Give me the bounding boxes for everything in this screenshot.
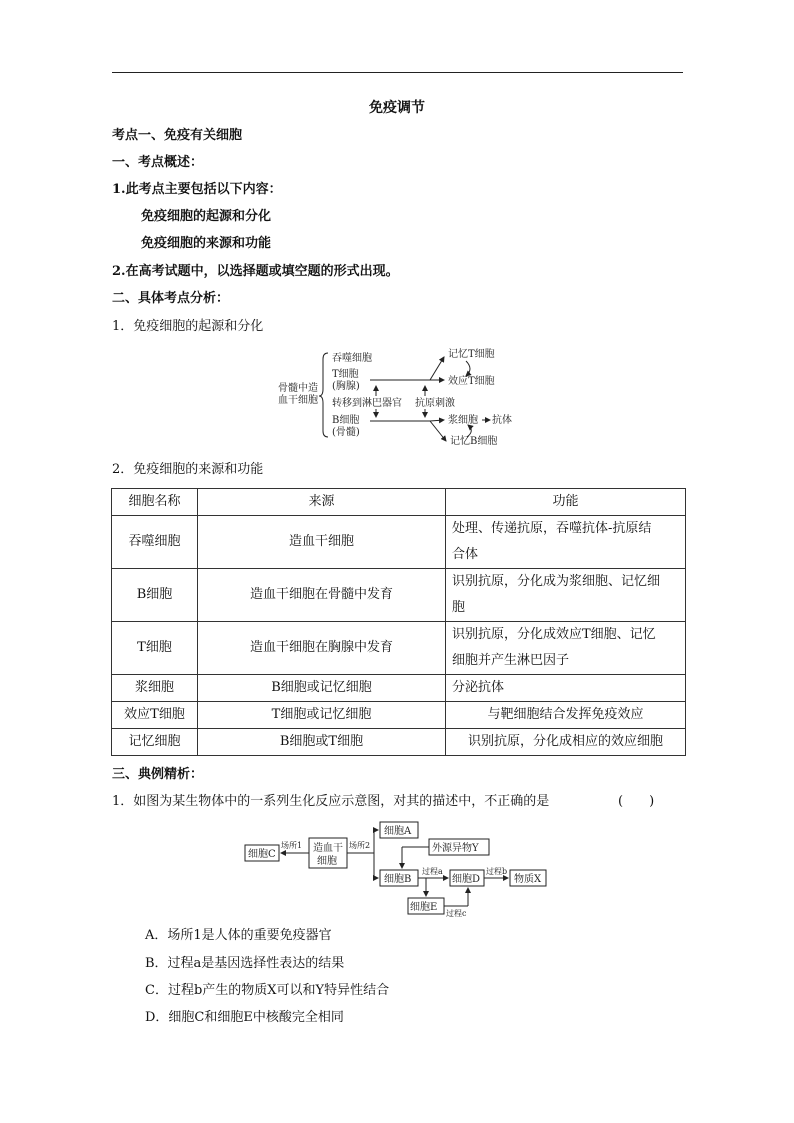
table-row xyxy=(112,516,686,569)
cell-source: 造血干细胞在骨髓中发育 xyxy=(198,569,446,622)
b-cell-site-label: (骨髓) xyxy=(332,427,360,438)
table-header-cell: 功能 xyxy=(446,489,686,516)
immune-cell-origin-diagram xyxy=(270,345,532,450)
overview-heading: 一、考点概述： xyxy=(112,155,204,170)
overview-sub-2: 免疫细胞的来源和功能 xyxy=(141,236,272,251)
table-row xyxy=(112,622,686,675)
immune-cell-table xyxy=(111,488,686,756)
process-c-label: 过程c xyxy=(446,909,467,918)
stem-label-line1: 造血干 xyxy=(313,843,343,854)
cell-name: 记忆细胞 xyxy=(112,729,198,756)
cell-function: 识别抗原，分化成效应T细胞、记忆 细胞并产生淋巴因子 xyxy=(446,622,686,675)
section-heading: 考点一、免疫有关细胞 xyxy=(112,128,243,143)
b-cell-label: B细胞 xyxy=(332,415,360,426)
cell-function: 识别抗原，分化成相应的效应细胞 xyxy=(446,729,686,756)
cell-name: T细胞 xyxy=(112,622,198,675)
cell-e-label: 细胞E xyxy=(410,902,438,913)
memory-t-label: 记忆T细胞 xyxy=(448,349,495,360)
substance-x-label: 物质X xyxy=(514,874,542,885)
cell-source: T细胞或记忆细胞 xyxy=(198,702,446,729)
reaction-flow-diagram xyxy=(244,820,554,918)
cell-b-label: 细胞B xyxy=(384,874,412,885)
memory-b-label: 记忆B细胞 xyxy=(450,436,498,447)
option-a: A．场所1是人体的重要免疫器官 xyxy=(145,928,332,943)
table-header-row xyxy=(112,489,686,516)
question-answer-blank: ( ) xyxy=(618,794,655,809)
site1-label: 场所1 xyxy=(281,841,303,850)
t-cell-label: T细胞 xyxy=(332,369,359,380)
cell-source: B细胞或记忆细胞 xyxy=(198,675,446,702)
cell-source: B细胞或T细胞 xyxy=(198,729,446,756)
table-row xyxy=(112,729,686,756)
plasma-label: 浆细胞 xyxy=(448,415,478,426)
source-label-line2: 血干细胞 xyxy=(278,395,318,406)
cell-c-label: 细胞C xyxy=(248,849,276,860)
page-title: 免疫调节 xyxy=(369,100,425,116)
antigen-label: 抗原刺激 xyxy=(415,398,455,409)
table-header-cell: 来源 xyxy=(198,489,446,516)
cell-function: 分泌抗体 xyxy=(446,675,686,702)
option-c: C．过程b产生的物质X可以和Y特异性结合 xyxy=(145,983,390,998)
overview-sub-1: 免疫细胞的起源和分化 xyxy=(141,209,272,224)
question-text: 1．如图为某生物体中的一系列生化反应示意图，对其的描述中，不正确的是 xyxy=(112,794,550,809)
analysis-heading: 二、具体考点分析： xyxy=(112,291,230,306)
foreign-y-label: 外源异物Y xyxy=(432,843,479,854)
analysis-item-1: 1．免疫细胞的起源和分化 xyxy=(112,319,264,334)
table-header-cell: 细胞名称 xyxy=(112,489,198,516)
header-rule xyxy=(112,72,683,73)
process-a-label: 过程a xyxy=(422,867,443,876)
site2-label: 场所2 xyxy=(349,841,371,850)
overview-item-2: 2.在高考试题中，以选择题或填空题的形式出现。 xyxy=(112,264,399,279)
effector-t-label: 效应T细胞 xyxy=(448,376,495,387)
option-b: B．过程a是基因选择性表达的结果 xyxy=(145,956,345,971)
phagocyte-label: 吞噬细胞 xyxy=(332,353,372,364)
cell-source: 造血干细胞在胸腺中发育 xyxy=(198,622,446,675)
stem-label-line2: 细胞 xyxy=(317,856,337,867)
analysis-item-2: 2．免疫细胞的来源和功能 xyxy=(112,462,264,477)
source-label-line1: 骨髓中造 xyxy=(278,383,318,394)
overview-item-1: 1.此考点主要包括以下内容： xyxy=(112,182,282,197)
cell-a-label: 细胞A xyxy=(384,826,412,837)
antibody-label: 抗体 xyxy=(492,415,512,426)
cell-function: 处理、传递抗原，吞噬抗体-抗原结 合体 xyxy=(446,516,686,569)
cell-function: 识别抗原，分化成为浆细胞、记忆细 胞 xyxy=(446,569,686,622)
t-cell-site-label: (胸腺) xyxy=(332,381,360,392)
table-row xyxy=(112,675,686,702)
cell-d-label: 细胞D xyxy=(452,874,481,885)
cell-source: 造血干细胞 xyxy=(198,516,446,569)
table-row xyxy=(112,702,686,729)
cell-name: 吞噬细胞 xyxy=(112,516,198,569)
table-row xyxy=(112,569,686,622)
cell-name: 浆细胞 xyxy=(112,675,198,702)
cell-name: B细胞 xyxy=(112,569,198,622)
migrate-label: 转移到淋巴器官 xyxy=(332,398,402,409)
option-d: D．细胞C和细胞E中核酸完全相同 xyxy=(145,1010,344,1025)
process-b-label: 过程b xyxy=(486,867,508,876)
cell-name: 效应T细胞 xyxy=(112,702,198,729)
cell-function: 与靶细胞结合发挥免疫效应 xyxy=(446,702,686,729)
example-heading: 三、典例精析： xyxy=(112,767,204,782)
